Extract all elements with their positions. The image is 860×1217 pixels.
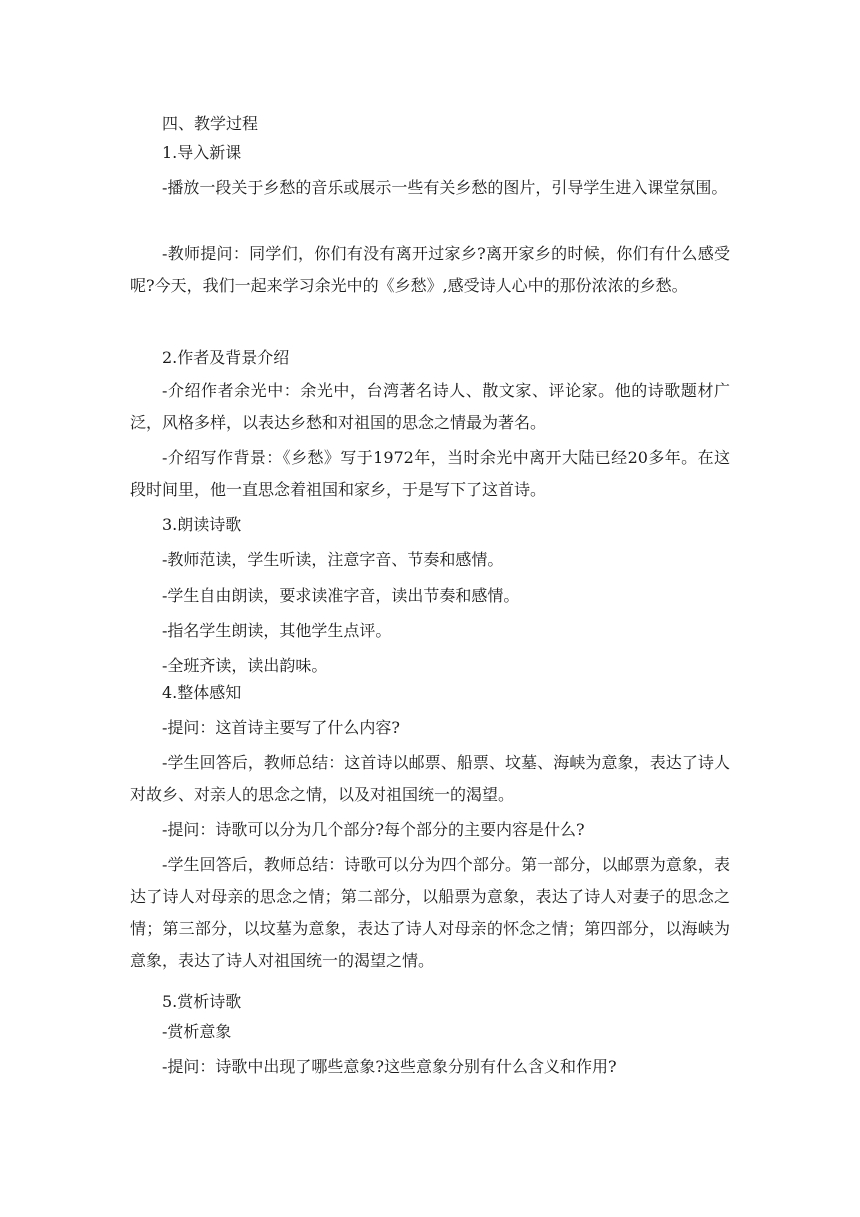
heading-author-background: 2.作者及背景介绍 (162, 348, 290, 367)
section-title: 四、教学过程 (162, 114, 259, 133)
list-item: -教师范读，学生听读，注意字音、节奏和感情。 (162, 550, 504, 569)
paragraph: -播放一段关于乡愁的音乐或展示一些有关乡愁的图片，引导学生进入课堂氛围。 (162, 178, 728, 197)
heading-lead-in: 1.导入新课 (162, 143, 242, 162)
paragraph: -学生回答后，教师总结：诗歌可以分为四个部分。第一部分，以邮票为意象，表达了诗人对母亲的思念之情；第二部分，以船票为意象，表达了诗人对妻子的思念之情；第三部分，以坟墓为意象，表达了诗人对母亲的怀念之情；第四部分，以海峡为意象，表达了诗人对祖国统一的渴望之情。 (130, 855, 730, 970)
heading-overall-perception: 4.整体感知 (162, 683, 242, 702)
list-item: -学生自由朗读，要求读准字音，读出节奏和感情。 (162, 586, 520, 605)
list-item: -提问：诗歌可以分为几个部分?每个部分的主要内容是什么? (162, 820, 585, 839)
paragraph: -介绍写作背景：《乡愁》写于1972年，当时余光中离开大陆已经20多年。在这段时间里，他一直思念着祖国和家乡，于是写下了这首诗。 (130, 448, 730, 499)
list-item: -提问：这首诗主要写了什么内容? (162, 718, 400, 737)
paragraph: -学生回答后，教师总结：这首诗以邮票、船票、坟墓、海峡为意象，表达了诗人对故乡、对亲人的思念之情，以及对祖国统一的渴望。 (130, 753, 730, 804)
paragraph: -教师提问：同学们，你们有没有离开过家乡?离开家乡的时候，你们有什么感受呢?今天，我们一起来学习余光中的《乡愁》,感受诗人心中的那份浓浓的乡愁。 (130, 244, 730, 295)
heading-reading: 3.朗读诗歌 (162, 515, 242, 534)
list-item: -指名学生朗读，其他学生点评。 (162, 621, 392, 640)
list-item: -全班齐读，读出韵味。 (162, 656, 328, 675)
paragraph: -介绍作者余光中：余光中，台湾著名诗人、散文家、评论家。他的诗歌题材广泛，风格多样，以表达乡愁和对祖国的思念之情最为著名。 (130, 381, 730, 432)
list-item: -提问：诗歌中出现了哪些意象?这些意象分别有什么含义和作用? (162, 1057, 617, 1076)
heading-appreciation: 5.赏析诗歌 (162, 992, 242, 1011)
list-item: -赏析意象 (162, 1022, 232, 1041)
